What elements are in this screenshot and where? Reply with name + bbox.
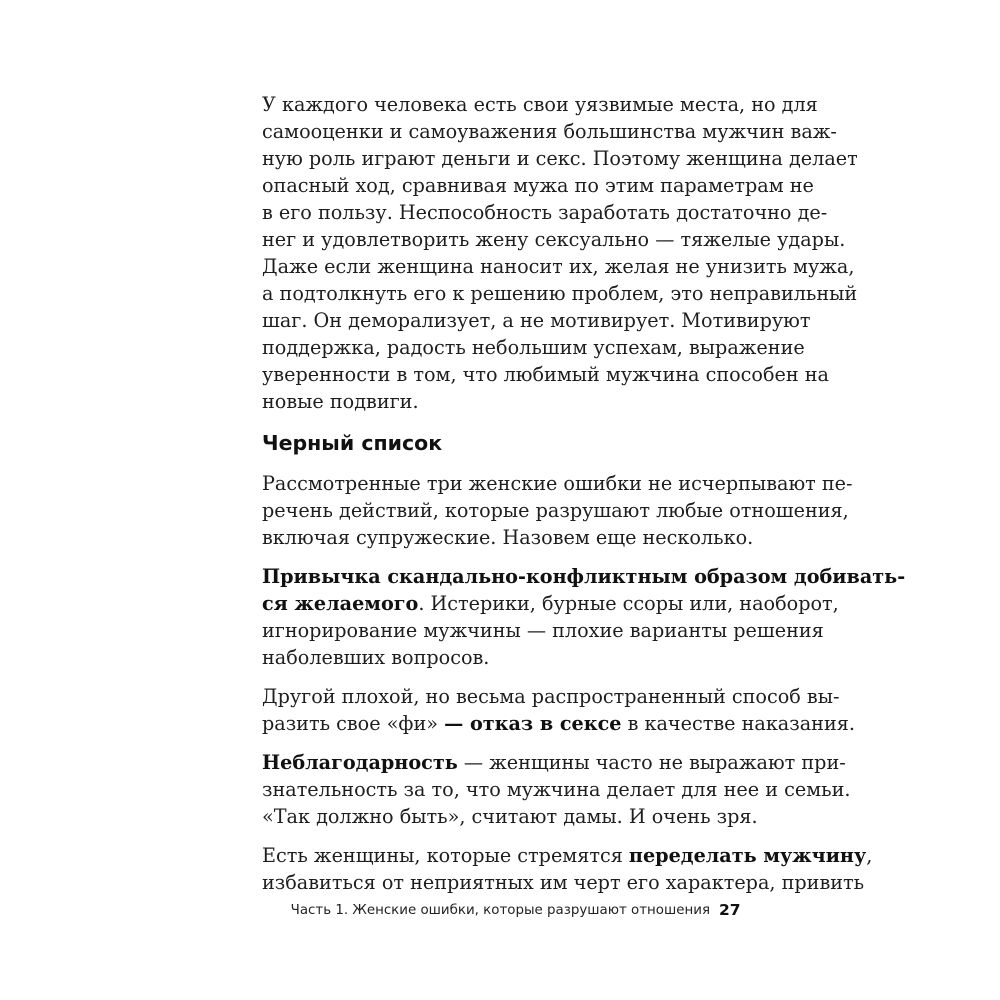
text-line: Другой плохой, но весьма распространенный способ вы- <box>262 685 840 708</box>
text-line <box>262 565 906 589</box>
text-line: нег и удовлетворить жену сексуально — тяжелые удары. <box>262 228 846 251</box>
text-line: в его пользу. Неспособность заработать достаточно де- <box>262 201 828 224</box>
bold-term: — отказ в сексе <box>444 712 622 735</box>
text-line: уверенности в том, что любимый мужчина способен на <box>262 363 829 386</box>
text-line: самооценки и самоуважения большинства мужчин важ- <box>262 120 837 143</box>
text-line <box>262 844 873 868</box>
text-span: Есть женщины, которые стремятся <box>262 844 629 867</box>
text-line: поддержка, радость небольшим успехам, выражение <box>262 336 805 359</box>
text-line <box>262 712 855 736</box>
text-line: речень действий, которые разрушают любые отношения, <box>262 499 849 522</box>
bold-term: Неблагодарность <box>262 751 458 774</box>
text-span: — женщины часто не выражают при- <box>457 751 846 774</box>
text-line: игнорирование мужчины — плохие варианты решения <box>262 619 824 642</box>
text-line: а подтолкнуть его к решению проблем, это неправильный <box>262 282 858 305</box>
text-line: Рассмотренные три женские ошибки не исчерпывают пе- <box>262 472 853 495</box>
bold-term: переделать мужчину <box>628 844 867 867</box>
text-line <box>262 751 846 775</box>
text-line: наболевших вопросов. <box>262 646 490 669</box>
bold-term: Привычка скандально-конфликтным образом добивать- <box>262 565 906 588</box>
text-span: , <box>866 844 873 867</box>
text-span: в качестве наказания. <box>621 712 855 735</box>
text-span: . Истерики, бурные ссоры или, наоборот, <box>418 592 839 615</box>
text-line: У каждого человека есть свои уязвимые места, но для <box>262 93 818 116</box>
text-line: ную роль играют деньги и секс. Поэтому женщина делает <box>262 147 858 170</box>
bold-term: ся желаемого <box>262 592 419 615</box>
text-line: шаг. Он деморализует, а не мотивирует. Мотивируют <box>262 309 811 332</box>
section-heading: Черный список <box>262 431 443 455</box>
text-line <box>262 592 839 616</box>
text-line: избавиться от неприятных им черт его характера, привить <box>262 871 865 894</box>
text-line: опасный ход, сравнивая мужа по этим параметрам не <box>262 174 814 197</box>
text-line: «Так должно быть», считают дамы. И очень зря. <box>262 805 758 828</box>
text-line: включая супружеские. Назовем еще несколько. <box>262 526 754 549</box>
text-line: знательность за то, что мужчина делает для нее и семьи. <box>262 778 851 801</box>
text-line: новые подвиги. <box>262 390 419 413</box>
page-number: 27 <box>719 901 741 919</box>
text-span: разить свое «фи» <box>262 712 445 735</box>
text-line: Даже если женщина наносит их, желая не унизить мужа, <box>262 255 855 278</box>
running-title: Часть 1. Женские ошибки, которые разрушают отношения <box>290 903 710 918</box>
